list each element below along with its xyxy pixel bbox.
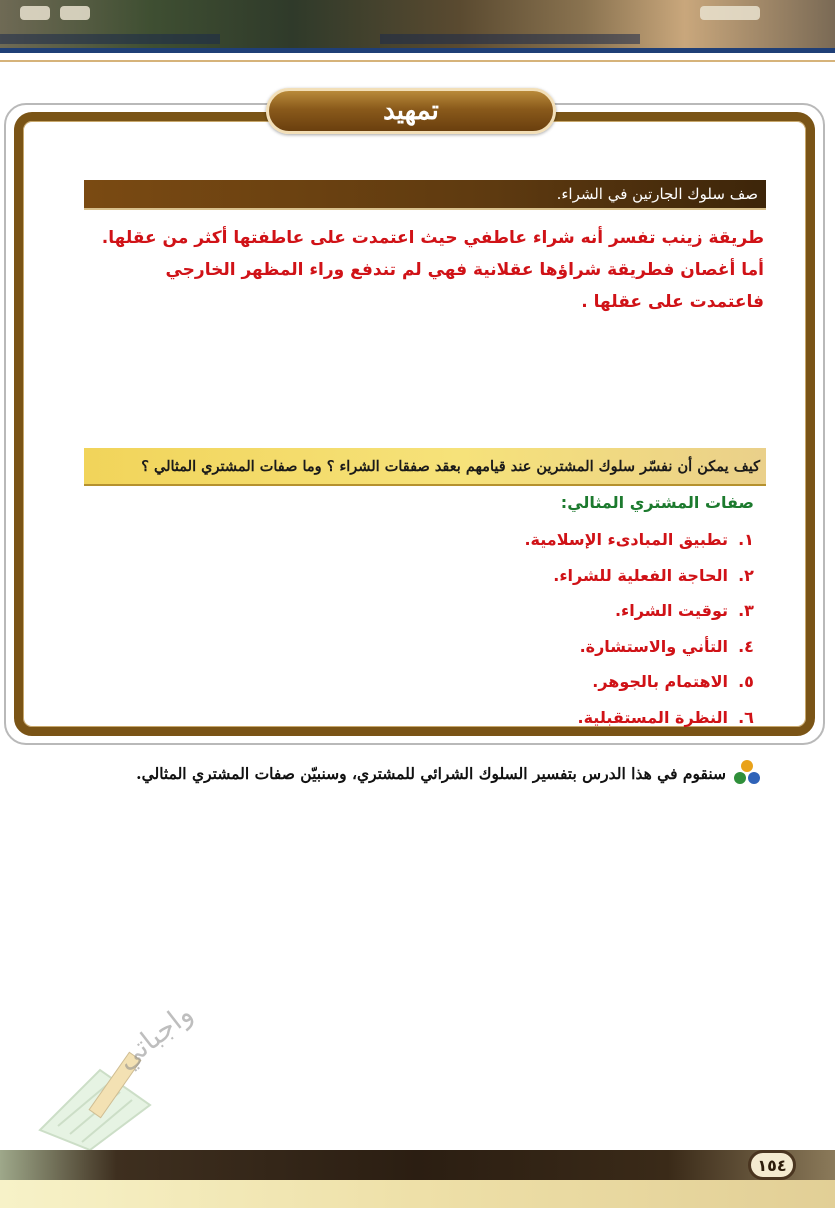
question-bar-1 bbox=[84, 180, 766, 210]
header-rule bbox=[0, 60, 835, 62]
question-1-text: صف سلوك الجارتين في الشراء. bbox=[556, 185, 758, 203]
list-item: ٦. النظرة المستقبلية. bbox=[577, 707, 754, 727]
page-number: ١٥٤ bbox=[748, 1150, 796, 1180]
lesson-intro-text: سنقوم في هذا الدرس بتفسير السلوك الشرائي للمشتري، وسنبيّن صفات المشتري المثالي. bbox=[136, 763, 726, 783]
answer-line-2: أما أغصان فطريقة شراؤها عقلانية فهي لم تندفع وراء المظهر الخارجي فاعتمدت على عقلها . bbox=[165, 260, 764, 312]
top-photo-banner bbox=[0, 0, 835, 53]
footer-bar bbox=[0, 1150, 835, 1180]
footer-strip bbox=[0, 1180, 835, 1208]
section-title: تمهيد bbox=[383, 96, 439, 126]
answer-line-1: طريقة زينب تفسر أنه شراء عاطفي حيث اعتمدت على عاطفتها أكثر من عقلها. bbox=[101, 228, 764, 248]
lesson-intro bbox=[60, 758, 760, 788]
ideal-buyer-heading: صفات المشتري المثالي: bbox=[560, 493, 754, 512]
molecule-icon bbox=[734, 760, 760, 786]
list-item: ٥. الاهتمام بالجوهر. bbox=[592, 672, 754, 692]
question-bar-2 bbox=[84, 448, 766, 486]
ideal-buyer-traits-list bbox=[300, 522, 754, 735]
list-item: ١. تطبيق المبادىء الإسلامية. bbox=[524, 530, 754, 550]
list-item: ٢. الحاجة الفعلية للشراء. bbox=[553, 565, 754, 585]
watermark-text: واجباتي bbox=[110, 996, 199, 1077]
list-item: ٤. التأني والاستشارة. bbox=[579, 636, 754, 656]
list-item: ٣. توقيت الشراء. bbox=[614, 601, 754, 621]
question-2-text: كيف يمكن أن نفسّر سلوك المشترين عند قيامهم بعقد صفقات الشراء ؟ وما صفات المشتري المثالي ؟ bbox=[141, 457, 760, 475]
section-title-badge bbox=[266, 88, 556, 134]
answer-block bbox=[100, 222, 764, 318]
